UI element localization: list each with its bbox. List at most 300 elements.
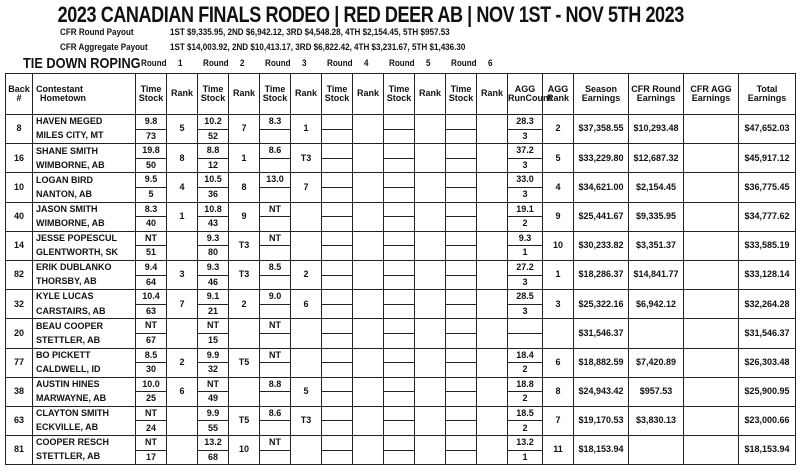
header-time-stock: Time Stock: [322, 74, 353, 115]
season: $33,229.80: [574, 144, 629, 173]
round-label: Round: [141, 58, 167, 69]
round-stock: [322, 246, 353, 261]
round-time: 13.2: [198, 436, 229, 451]
header-rank: Rank: [229, 74, 260, 115]
round-time: 10.0: [136, 377, 167, 392]
back-number: 38: [6, 377, 33, 406]
agg-count: 3: [508, 129, 543, 144]
round-stock: [446, 246, 477, 261]
round-rank: 8: [167, 144, 198, 173]
agg-rank: 5: [543, 144, 574, 173]
round-stock: [384, 187, 415, 202]
round-time: [446, 290, 477, 305]
event-name: TIE DOWN ROPING: [23, 55, 141, 72]
round-rank: [477, 377, 508, 406]
header-rank: Rank: [415, 74, 446, 115]
round-payout-value: 1ST $9,335.95, 2ND $6,942.12, 3RD $4,548.28, 4TH $2,154.45, 5TH $957.53: [170, 27, 450, 38]
header-agg-runcount: AGG RunCount: [508, 74, 543, 115]
header-total: Total Earnings: [739, 74, 796, 115]
round-stock: 68: [198, 450, 229, 465]
header-hometown-label: Hometown: [40, 93, 86, 103]
header-time-stock: Time Stock: [136, 74, 167, 115]
total: $25,900.95: [739, 377, 796, 406]
round-stock: [322, 129, 353, 144]
round-time: NT: [136, 436, 167, 451]
round-time: [384, 290, 415, 305]
round-rank: [353, 319, 384, 348]
cfr-agg: [684, 115, 739, 144]
round-time: NT: [260, 348, 291, 363]
round-number: 4: [364, 58, 369, 69]
round-time: NT: [198, 377, 229, 392]
round-stock: [384, 421, 415, 436]
back-number: 10: [6, 173, 33, 202]
round-time: [322, 231, 353, 246]
contestant-name: CLAYTON SMITH: [33, 406, 136, 421]
table-row: [6, 115, 796, 130]
round-stock: [446, 421, 477, 436]
table-row: [6, 290, 796, 305]
round-rank: [353, 144, 384, 173]
round-stock: 73: [136, 129, 167, 144]
round-stock: [446, 333, 477, 348]
cfr-agg: [684, 202, 739, 231]
round-stock: [260, 304, 291, 319]
round-stock: [322, 392, 353, 407]
round-stock: [260, 450, 291, 465]
round-stock: [260, 158, 291, 173]
header-time-stock: Time Stock: [384, 74, 415, 115]
round-stock: [322, 450, 353, 465]
aggregate-payout-label: CFR Aggregate Payout: [60, 42, 148, 53]
season: $18,882.59: [574, 348, 629, 377]
round-payout-label: CFR Round Payout: [60, 27, 134, 38]
total: $47,652.03: [739, 115, 796, 144]
round-rank: [167, 319, 198, 348]
round-stock: [322, 304, 353, 319]
agg-count: [508, 333, 543, 348]
total: $36,775.45: [739, 173, 796, 202]
season: $18,153.94: [574, 436, 629, 465]
round-time: [446, 202, 477, 217]
round-time: [322, 406, 353, 421]
total: $26,303.48: [739, 348, 796, 377]
round-rank: [229, 377, 260, 406]
round-rank: 2: [229, 290, 260, 319]
round-time: [322, 348, 353, 363]
round-time: 19.8: [136, 144, 167, 159]
table-row: [6, 260, 796, 275]
round-rank: 6: [291, 290, 322, 319]
cfr-round: $14,841.77: [629, 260, 684, 289]
agg-count: 2: [508, 421, 543, 436]
back-number: 40: [6, 202, 33, 231]
back-number: 63: [6, 406, 33, 435]
round-time: NT: [260, 202, 291, 217]
agg-time: 19.1: [508, 202, 543, 217]
round-time: NT: [260, 436, 291, 451]
agg-count: 3: [508, 187, 543, 202]
round-rank: [477, 260, 508, 289]
round-stock: 51: [136, 246, 167, 261]
round-stock: 67: [136, 333, 167, 348]
season: $30,233.82: [574, 231, 629, 260]
back-number: 81: [6, 436, 33, 465]
round-stock: [322, 421, 353, 436]
contestant-name: LOGAN BIRD: [33, 173, 136, 188]
round-rank: 7: [291, 173, 322, 202]
round-label: Round: [265, 58, 291, 69]
round-time: [446, 436, 477, 451]
round-rank: [477, 436, 508, 465]
round-time: 10.5: [198, 173, 229, 188]
contestant-name: KYLE LUCAS: [33, 290, 136, 305]
agg-rank: 7: [543, 406, 574, 435]
round-rank: [353, 406, 384, 435]
round-time: [384, 115, 415, 130]
round-rank: [477, 290, 508, 319]
round-time: [446, 260, 477, 275]
round-rank: 7: [229, 115, 260, 144]
cfr-round: $3,830.13: [629, 406, 684, 435]
round-rank: 6: [167, 377, 198, 406]
round-rank: [477, 173, 508, 202]
header-agg-rank: AGG Rank: [543, 74, 574, 115]
round-stock: 63: [136, 304, 167, 319]
round-time: [322, 319, 353, 334]
contestant-name: COOPER RESCH: [33, 436, 136, 451]
contestant-name: SHANE SMITH: [33, 144, 136, 159]
round-rank: 5: [291, 377, 322, 406]
round-rank: [291, 202, 322, 231]
round-rank: 9: [229, 202, 260, 231]
agg-rank: 1: [543, 260, 574, 289]
round-time: 10.8: [198, 202, 229, 217]
round-time: 8.8: [260, 377, 291, 392]
cfr-agg: [684, 406, 739, 435]
round-rank: [415, 319, 446, 348]
round-stock: [260, 129, 291, 144]
round-stock: [384, 304, 415, 319]
agg-time: 18.4: [508, 348, 543, 363]
header-contestant-label: Contestant: [36, 83, 83, 94]
back-number: 14: [6, 231, 33, 260]
contestant-name: ERIK DUBLANKO: [33, 260, 136, 275]
round-rank: T5: [229, 348, 260, 377]
round-time: [384, 436, 415, 451]
round-stock: [446, 363, 477, 378]
cfr-round: $7,420.89: [629, 348, 684, 377]
round-time: 10.4: [136, 290, 167, 305]
round-stock: 30: [136, 363, 167, 378]
table-row: [6, 436, 796, 451]
round-rank: [353, 202, 384, 231]
round-stock: [260, 333, 291, 348]
round-rank: [415, 231, 446, 260]
round-rank: 5: [167, 115, 198, 144]
round-stock: [260, 187, 291, 202]
round-time: [446, 377, 477, 392]
round-time: [446, 144, 477, 159]
cfr-round: [629, 319, 684, 348]
round-time: [384, 319, 415, 334]
round-time: [446, 319, 477, 334]
round-rank: [477, 319, 508, 348]
agg-count: 3: [508, 158, 543, 173]
round-time: 9.9: [198, 348, 229, 363]
table-body: [6, 115, 796, 465]
round-time: 8.6: [260, 144, 291, 159]
round-time: 8.6: [260, 406, 291, 421]
round-stock: [384, 333, 415, 348]
contestant-hometown: STETTLER, AB: [33, 333, 136, 348]
agg-rank: 9: [543, 202, 574, 231]
round-time: [446, 406, 477, 421]
round-rank: [291, 348, 322, 377]
agg-time: 33.0: [508, 173, 543, 188]
round-time: 8.8: [198, 144, 229, 159]
contestant-hometown: THORSBY, AB: [33, 275, 136, 290]
round-stock: [322, 187, 353, 202]
round-time: [384, 377, 415, 392]
round-time: [384, 173, 415, 188]
back-number: 16: [6, 144, 33, 173]
header-contestant: [33, 74, 136, 115]
round-time: [322, 260, 353, 275]
round-rank: 1: [167, 202, 198, 231]
round-rank: 4: [167, 173, 198, 202]
round-stock: [260, 217, 291, 232]
cfr-round: [629, 436, 684, 465]
round-rank: [353, 436, 384, 465]
round-rank: [415, 377, 446, 406]
agg-count: 2: [508, 363, 543, 378]
total: $33,585.19: [739, 231, 796, 260]
table-row: [6, 348, 796, 363]
round-rank: 1: [291, 115, 322, 144]
round-label: Round: [327, 58, 353, 69]
round-rank: 2: [167, 348, 198, 377]
agg-rank: 2: [543, 115, 574, 144]
round-stock: [322, 333, 353, 348]
page-title: 2023 CANADIAN FINALS RODEO | RED DEER AB | NOV 1ST - NOV 5TH 2023: [57, 2, 684, 27]
round-stock: [322, 275, 353, 290]
round-time: 10.2: [198, 115, 229, 130]
agg-rank: 4: [543, 173, 574, 202]
agg-count: 3: [508, 275, 543, 290]
round-stock: [446, 129, 477, 144]
round-rank: [167, 436, 198, 465]
round-rank: T3: [229, 260, 260, 289]
header-time-stock: Time Stock: [198, 74, 229, 115]
round-time: [322, 144, 353, 159]
round-number: 3: [302, 58, 307, 69]
agg-rank: 3: [543, 290, 574, 319]
cfr-agg: [684, 319, 739, 348]
round-stock: [446, 304, 477, 319]
round-rank: [353, 115, 384, 144]
round-rank: 7: [167, 290, 198, 319]
round-time: [322, 202, 353, 217]
season: $34,621.00: [574, 173, 629, 202]
cfr-round: $10,293.48: [629, 115, 684, 144]
contestant-name: JESSE POPESCUL: [33, 231, 136, 246]
round-time: 9.8: [136, 115, 167, 130]
cfr-round: $2,154.45: [629, 173, 684, 202]
round-stock: [322, 158, 353, 173]
round-rank: [415, 173, 446, 202]
header-rank: Rank: [477, 74, 508, 115]
round-time: [384, 231, 415, 246]
round-time: [384, 260, 415, 275]
round-stock: [260, 246, 291, 261]
agg-time: 13.2: [508, 436, 543, 451]
round-time: 8.5: [136, 348, 167, 363]
round-rank: [353, 290, 384, 319]
round-rank: [353, 231, 384, 260]
season: $25,441.67: [574, 202, 629, 231]
round-rank: 3: [167, 260, 198, 289]
round-stock: 25: [136, 392, 167, 407]
round-stock: 43: [198, 217, 229, 232]
round-rank: [415, 144, 446, 173]
contestant-hometown: WIMBORNE, AB: [33, 158, 136, 173]
round-time: [384, 202, 415, 217]
contestant-hometown: GLENTWORTH, SK: [33, 246, 136, 261]
header-rank: Rank: [167, 74, 198, 115]
cfr-round: $957.53: [629, 377, 684, 406]
header-rank: Rank: [291, 74, 322, 115]
round-time: 13.0: [260, 173, 291, 188]
contestant-name: JASON SMITH: [33, 202, 136, 217]
round-stock: 24: [136, 421, 167, 436]
round-rank: [477, 406, 508, 435]
round-rank: [229, 319, 260, 348]
round-stock: 32: [198, 363, 229, 378]
round-rank: 2: [291, 260, 322, 289]
cfr-agg: [684, 348, 739, 377]
round-rank: 10: [229, 436, 260, 465]
back-number: 32: [6, 290, 33, 319]
round-rank: [167, 231, 198, 260]
round-rank: [291, 319, 322, 348]
contestant-hometown: CALDWELL, ID: [33, 363, 136, 378]
round-rank: [353, 377, 384, 406]
round-rank: [415, 115, 446, 144]
contestant-hometown: ECKVILLE, AB: [33, 421, 136, 436]
cfr-round: $9,335.95: [629, 202, 684, 231]
round-stock: [260, 363, 291, 378]
round-label: Round: [203, 58, 229, 69]
agg-time: [508, 319, 543, 334]
agg-count: 1: [508, 246, 543, 261]
round-time: 9.3: [198, 260, 229, 275]
round-stock: 80: [198, 246, 229, 261]
round-time: [384, 348, 415, 363]
season: $37,358.55: [574, 115, 629, 144]
round-stock: [384, 275, 415, 290]
season: $19,170.53: [574, 406, 629, 435]
round-time: 9.3: [198, 231, 229, 246]
cfr-agg: [684, 377, 739, 406]
round-rank: [415, 406, 446, 435]
contestant-hometown: STETTLER, AB: [33, 450, 136, 465]
season: $25,322.16: [574, 290, 629, 319]
agg-rank: 6: [543, 348, 574, 377]
table-row: [6, 377, 796, 392]
round-time: [322, 115, 353, 130]
round-rank: [353, 348, 384, 377]
agg-time: 37.2: [508, 144, 543, 159]
round-stock: [322, 363, 353, 378]
contestant-name: BO PICKETT: [33, 348, 136, 363]
cfr-agg: [684, 290, 739, 319]
round-time: 9.1: [198, 290, 229, 305]
round-time: [322, 173, 353, 188]
round-stock: [446, 217, 477, 232]
header-season: Season Earnings: [574, 74, 629, 115]
agg-rank: 8: [543, 377, 574, 406]
round-rank: [415, 202, 446, 231]
round-stock: 64: [136, 275, 167, 290]
season: $18,286.37: [574, 260, 629, 289]
contestant-hometown: MILES CITY, MT: [33, 129, 136, 144]
round-time: 8.5: [260, 260, 291, 275]
table-row: [6, 202, 796, 217]
back-number: 77: [6, 348, 33, 377]
round-number: 6: [488, 58, 493, 69]
round-stock: [446, 187, 477, 202]
cfr-round: $3,351.37: [629, 231, 684, 260]
contestant-name: HAVEN MEGED: [33, 115, 136, 130]
agg-rank: 10: [543, 231, 574, 260]
header-back: Back #: [6, 74, 33, 115]
round-time: [384, 144, 415, 159]
total: $32,264.28: [739, 290, 796, 319]
round-rank: [415, 348, 446, 377]
round-stock: 52: [198, 129, 229, 144]
table-header: [6, 74, 796, 115]
cfr-agg: [684, 436, 739, 465]
table-row: [6, 319, 796, 334]
round-time: NT: [136, 231, 167, 246]
round-stock: [384, 392, 415, 407]
round-rank: 1: [229, 144, 260, 173]
agg-time: 9.3: [508, 231, 543, 246]
header-time-stock: Time Stock: [446, 74, 477, 115]
table-row: [6, 231, 796, 246]
round-stock: [384, 363, 415, 378]
round-rank: [415, 436, 446, 465]
round-time: NT: [260, 231, 291, 246]
round-time: [446, 348, 477, 363]
contestant-name: BEAU COOPER: [33, 319, 136, 334]
round-stock: 40: [136, 217, 167, 232]
round-rank: T3: [291, 144, 322, 173]
agg-time: 18.5: [508, 406, 543, 421]
round-rank: 8: [229, 173, 260, 202]
table-row: [6, 406, 796, 421]
agg-time: 28.3: [508, 115, 543, 130]
agg-rank: 11: [543, 436, 574, 465]
round-stock: 15: [198, 333, 229, 348]
round-stock: [384, 450, 415, 465]
round-time: NT: [260, 319, 291, 334]
header-cfr-round: CFR Round Earnings: [629, 74, 684, 115]
round-stock: [446, 275, 477, 290]
round-number: 2: [240, 58, 245, 69]
round-rank: T3: [229, 231, 260, 260]
